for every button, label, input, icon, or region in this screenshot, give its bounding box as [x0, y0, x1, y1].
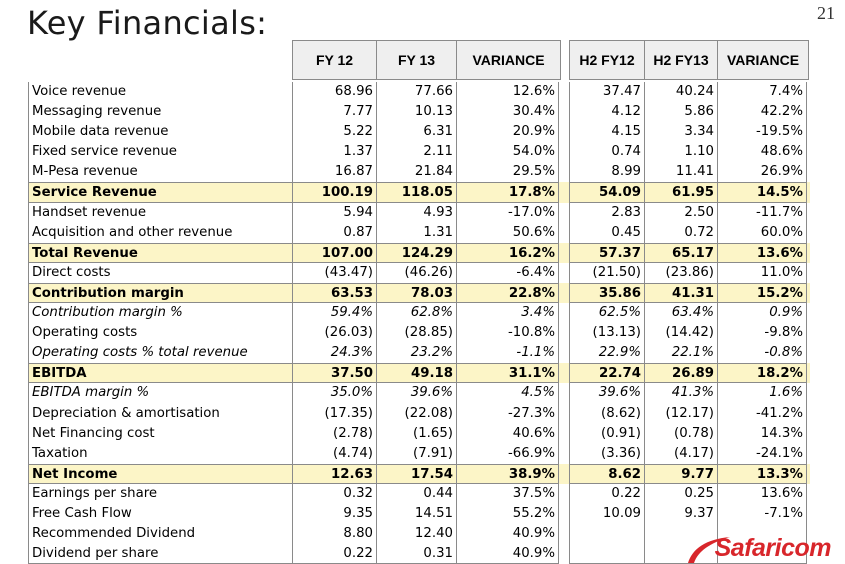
- row-label: Acquisition and other revenue: [28, 223, 292, 243]
- row-value-col3: 22.74: [569, 363, 644, 383]
- row-value-col5: 18.2%: [717, 363, 807, 383]
- row-value-col5: 14.3%: [717, 424, 807, 444]
- row-value-col0: 16.87: [292, 162, 376, 182]
- row-value-col2: 29.5%: [456, 162, 559, 182]
- row-label: EBITDA: [28, 363, 292, 383]
- row-value-col0: 9.35: [292, 504, 376, 524]
- row-value-col0: 63.53: [292, 283, 376, 303]
- row-value-col0: 1.37: [292, 142, 376, 162]
- row-value-col4: 1.10: [644, 142, 717, 162]
- row-value-col4: 22.1%: [644, 343, 717, 363]
- row-value-col0: 7.77: [292, 102, 376, 122]
- row-value-col1: 21.84: [376, 162, 456, 182]
- row-value-col4: 63.4%: [644, 303, 717, 323]
- page-number: 21: [817, 3, 835, 23]
- row-value-col1: (7.91): [376, 444, 456, 464]
- row-value-col1: 4.93: [376, 203, 456, 223]
- row-value-col5: 15.2%: [717, 283, 807, 303]
- row-value-col4: 61.95: [644, 182, 717, 202]
- table-row: [28, 122, 810, 142]
- row-value-col3: 4.12: [569, 102, 644, 122]
- row-value-col1: 62.8%: [376, 303, 456, 323]
- row-value-col4: 5.86: [644, 102, 717, 122]
- row-label: Operating costs: [28, 323, 292, 343]
- row-label: Messaging revenue: [28, 102, 292, 122]
- row-value-col5: 13.3%: [717, 464, 807, 484]
- table-row: [28, 102, 810, 122]
- row-value-col1: 118.05: [376, 182, 456, 202]
- row-label: Handset revenue: [28, 203, 292, 223]
- row-value-col2: -27.3%: [456, 404, 559, 424]
- row-value-col3: 22.9%: [569, 343, 644, 363]
- row-value-col0: 0.32: [292, 484, 376, 504]
- header-h2fy13: H2 FY13: [645, 41, 718, 79]
- row-value-col4: 2.50: [644, 203, 717, 223]
- row-value-col2: -10.8%: [456, 323, 559, 343]
- row-label: M-Pesa revenue: [28, 162, 292, 182]
- row-value-col1: 23.2%: [376, 343, 456, 363]
- row-value-col3: 37.47: [569, 82, 644, 102]
- row-value-col2: 16.2%: [456, 243, 559, 263]
- row-value-col0: 5.94: [292, 203, 376, 223]
- row-value-col4: 40.24: [644, 82, 717, 102]
- row-value-col3: 35.86: [569, 283, 644, 303]
- header-fy12: FY 12: [293, 41, 377, 79]
- row-value-col2: -1.1%: [456, 343, 559, 363]
- row-label: Service Revenue: [28, 182, 292, 202]
- row-value-col2: 37.5%: [456, 484, 559, 504]
- table-row: [28, 383, 810, 403]
- row-value-col5: 7.4%: [717, 82, 807, 102]
- logo-text: Safaricom: [714, 534, 831, 562]
- row-value-col3: (8.62): [569, 404, 644, 424]
- table-row: [28, 162, 810, 182]
- row-value-col1: 78.03: [376, 283, 456, 303]
- row-label: Direct costs: [28, 263, 292, 283]
- header-h2fy12: H2 FY12: [570, 41, 645, 79]
- row-value-col1: (28.85): [376, 323, 456, 343]
- row-value-col3: [569, 544, 644, 564]
- row-label: Contribution margin %: [28, 303, 292, 323]
- row-value-col2: 17.8%: [456, 182, 559, 202]
- row-value-col2: 22.8%: [456, 283, 559, 303]
- row-value-col2: 40.9%: [456, 524, 559, 544]
- row-value-col0: 8.80: [292, 524, 376, 544]
- row-value-col4: 65.17: [644, 243, 717, 263]
- row-value-col0: 107.00: [292, 243, 376, 263]
- row-value-col3: 2.83: [569, 203, 644, 223]
- row-value-col0: (26.03): [292, 323, 376, 343]
- row-value-col0: (17.35): [292, 404, 376, 424]
- row-value-col0: 68.96: [292, 82, 376, 102]
- row-label: Net Income: [28, 464, 292, 484]
- row-value-col1: 12.40: [376, 524, 456, 544]
- row-value-col1: (1.65): [376, 424, 456, 444]
- row-value-col2: 55.2%: [456, 504, 559, 524]
- row-value-col5: 26.9%: [717, 162, 807, 182]
- row-value-col2: 12.6%: [456, 82, 559, 102]
- row-value-col2: 38.9%: [456, 464, 559, 484]
- row-value-col4: 0.25: [644, 484, 717, 504]
- row-value-col0: 12.63: [292, 464, 376, 484]
- row-value-col5: -24.1%: [717, 444, 807, 464]
- row-value-col2: 50.6%: [456, 223, 559, 243]
- row-label: Operating costs % total revenue: [28, 343, 292, 363]
- row-value-col1: 14.51: [376, 504, 456, 524]
- row-value-col5: 13.6%: [717, 243, 807, 263]
- table-row: [28, 303, 810, 323]
- row-value-col4: (23.86): [644, 263, 717, 283]
- row-value-col1: 10.13: [376, 102, 456, 122]
- row-value-col0: 35.0%: [292, 383, 376, 403]
- row-value-col5: 13.6%: [717, 484, 807, 504]
- row-value-col3: (0.91): [569, 424, 644, 444]
- row-label: EBITDA margin %: [28, 383, 292, 403]
- row-value-col4: (0.78): [644, 424, 717, 444]
- row-value-col2: 3.4%: [456, 303, 559, 323]
- row-value-col0: 0.87: [292, 223, 376, 243]
- header-group-annual: [292, 40, 561, 80]
- row-value-col0: 37.50: [292, 363, 376, 383]
- row-label: Taxation: [28, 444, 292, 464]
- row-value-col1: 49.18: [376, 363, 456, 383]
- row-value-col5: -0.8%: [717, 343, 807, 363]
- row-value-col3: 0.22: [569, 484, 644, 504]
- row-value-col2: 31.1%: [456, 363, 559, 383]
- row-value-col3: 39.6%: [569, 383, 644, 403]
- row-value-col1: 39.6%: [376, 383, 456, 403]
- row-value-col1: 124.29: [376, 243, 456, 263]
- row-value-col0: 5.22: [292, 122, 376, 142]
- table-row: [28, 444, 810, 464]
- row-label: Recommended Dividend: [28, 524, 292, 544]
- row-value-col0: 24.3%: [292, 343, 376, 363]
- row-value-col0: 0.22: [292, 544, 376, 564]
- row-value-col4: 3.34: [644, 122, 717, 142]
- row-label: Depreciation & amortisation: [28, 404, 292, 424]
- row-value-col2: 30.4%: [456, 102, 559, 122]
- row-value-col1: (46.26): [376, 263, 456, 283]
- row-value-col1: 0.31: [376, 544, 456, 564]
- table-row: [28, 464, 810, 484]
- table-row: [28, 343, 810, 363]
- row-label: Dividend per share: [28, 544, 292, 564]
- table-row: [28, 223, 810, 243]
- header-group-half-year: [569, 40, 809, 80]
- row-value-col1: 6.31: [376, 122, 456, 142]
- row-value-col4: 9.37: [644, 504, 717, 524]
- row-label: Free Cash Flow: [28, 504, 292, 524]
- row-value-col1: 1.31: [376, 223, 456, 243]
- table-row: [28, 283, 810, 303]
- row-value-col3: (21.50): [569, 263, 644, 283]
- row-value-col3: (3.36): [569, 444, 644, 464]
- row-value-col0: (4.74): [292, 444, 376, 464]
- row-value-col1: 77.66: [376, 82, 456, 102]
- row-value-col5: -41.2%: [717, 404, 807, 424]
- row-value-col4: 41.3%: [644, 383, 717, 403]
- row-value-col5: 14.5%: [717, 182, 807, 202]
- row-value-col1: (22.08): [376, 404, 456, 424]
- row-value-col4: (14.42): [644, 323, 717, 343]
- row-value-col4: 41.31: [644, 283, 717, 303]
- table-row: [28, 263, 810, 283]
- row-value-col5: 1.6%: [717, 383, 807, 403]
- row-value-col5: -19.5%: [717, 122, 807, 142]
- row-label: Total Revenue: [28, 243, 292, 263]
- table-row: [28, 504, 810, 524]
- header-variance-annual: VARIANCE: [472, 52, 545, 68]
- row-value-col5: -9.8%: [717, 323, 807, 343]
- row-value-col1: 17.54: [376, 464, 456, 484]
- row-value-col3: 62.5%: [569, 303, 644, 323]
- table-row: [28, 142, 810, 162]
- row-value-col2: 40.9%: [456, 544, 559, 564]
- row-value-col4: (12.17): [644, 404, 717, 424]
- table-row: [28, 203, 810, 223]
- table-row: [28, 484, 810, 504]
- row-value-col2: -66.9%: [456, 444, 559, 464]
- row-value-col3: 10.09: [569, 504, 644, 524]
- table-row: [28, 424, 810, 444]
- row-value-col5: -11.7%: [717, 203, 807, 223]
- table-row: [28, 404, 810, 424]
- table-row: [28, 182, 810, 202]
- financials-table: [28, 82, 810, 564]
- row-value-col3: 8.99: [569, 162, 644, 182]
- row-value-col3: 8.62: [569, 464, 644, 484]
- row-value-col0: (2.78): [292, 424, 376, 444]
- row-value-col5: 11.0%: [717, 263, 807, 283]
- row-value-col2: 54.0%: [456, 142, 559, 162]
- row-value-col4: 9.77: [644, 464, 717, 484]
- table-row: [28, 323, 810, 343]
- row-value-col4: 0.72: [644, 223, 717, 243]
- row-value-col2: 20.9%: [456, 122, 559, 142]
- row-value-col1: 0.44: [376, 484, 456, 504]
- row-value-col4: 11.41: [644, 162, 717, 182]
- row-value-col4: (4.17): [644, 444, 717, 464]
- row-label: Contribution margin: [28, 283, 292, 303]
- row-value-col3: [569, 524, 644, 544]
- row-value-col5: -7.1%: [717, 504, 807, 524]
- row-value-col3: 57.37: [569, 243, 644, 263]
- row-label: Fixed service revenue: [28, 142, 292, 162]
- table-row: [28, 243, 810, 263]
- row-value-col3: 0.45: [569, 223, 644, 243]
- safaricom-logo: [670, 533, 845, 563]
- table-row: [28, 82, 810, 102]
- row-value-col2: -17.0%: [456, 203, 559, 223]
- row-label: Net Financing cost: [28, 424, 292, 444]
- row-value-col2: 40.6%: [456, 424, 559, 444]
- row-value-col5: 0.9%: [717, 303, 807, 323]
- row-value-col5: 48.6%: [717, 142, 807, 162]
- table-row: [28, 363, 810, 383]
- slide-title: Key Financials:: [27, 4, 268, 42]
- header-variance-half-year: VARIANCE: [726, 52, 800, 68]
- row-label: Mobile data revenue: [28, 122, 292, 142]
- row-value-col1: 2.11: [376, 142, 456, 162]
- row-label: Voice revenue: [28, 82, 292, 102]
- row-value-col5: 60.0%: [717, 223, 807, 243]
- row-value-col0: (43.47): [292, 263, 376, 283]
- row-value-col3: (13.13): [569, 323, 644, 343]
- row-label: Earnings per share: [28, 484, 292, 504]
- row-value-col0: 59.4%: [292, 303, 376, 323]
- row-value-col2: -6.4%: [456, 263, 559, 283]
- row-value-col3: 54.09: [569, 182, 644, 202]
- row-value-col5: 42.2%: [717, 102, 807, 122]
- header-fy13: FY 13: [377, 41, 457, 79]
- row-value-col4: 26.89: [644, 363, 717, 383]
- row-value-col3: 4.15: [569, 122, 644, 142]
- row-value-col2: 4.5%: [456, 383, 559, 403]
- row-value-col3: 0.74: [569, 142, 644, 162]
- row-value-col0: 100.19: [292, 182, 376, 202]
